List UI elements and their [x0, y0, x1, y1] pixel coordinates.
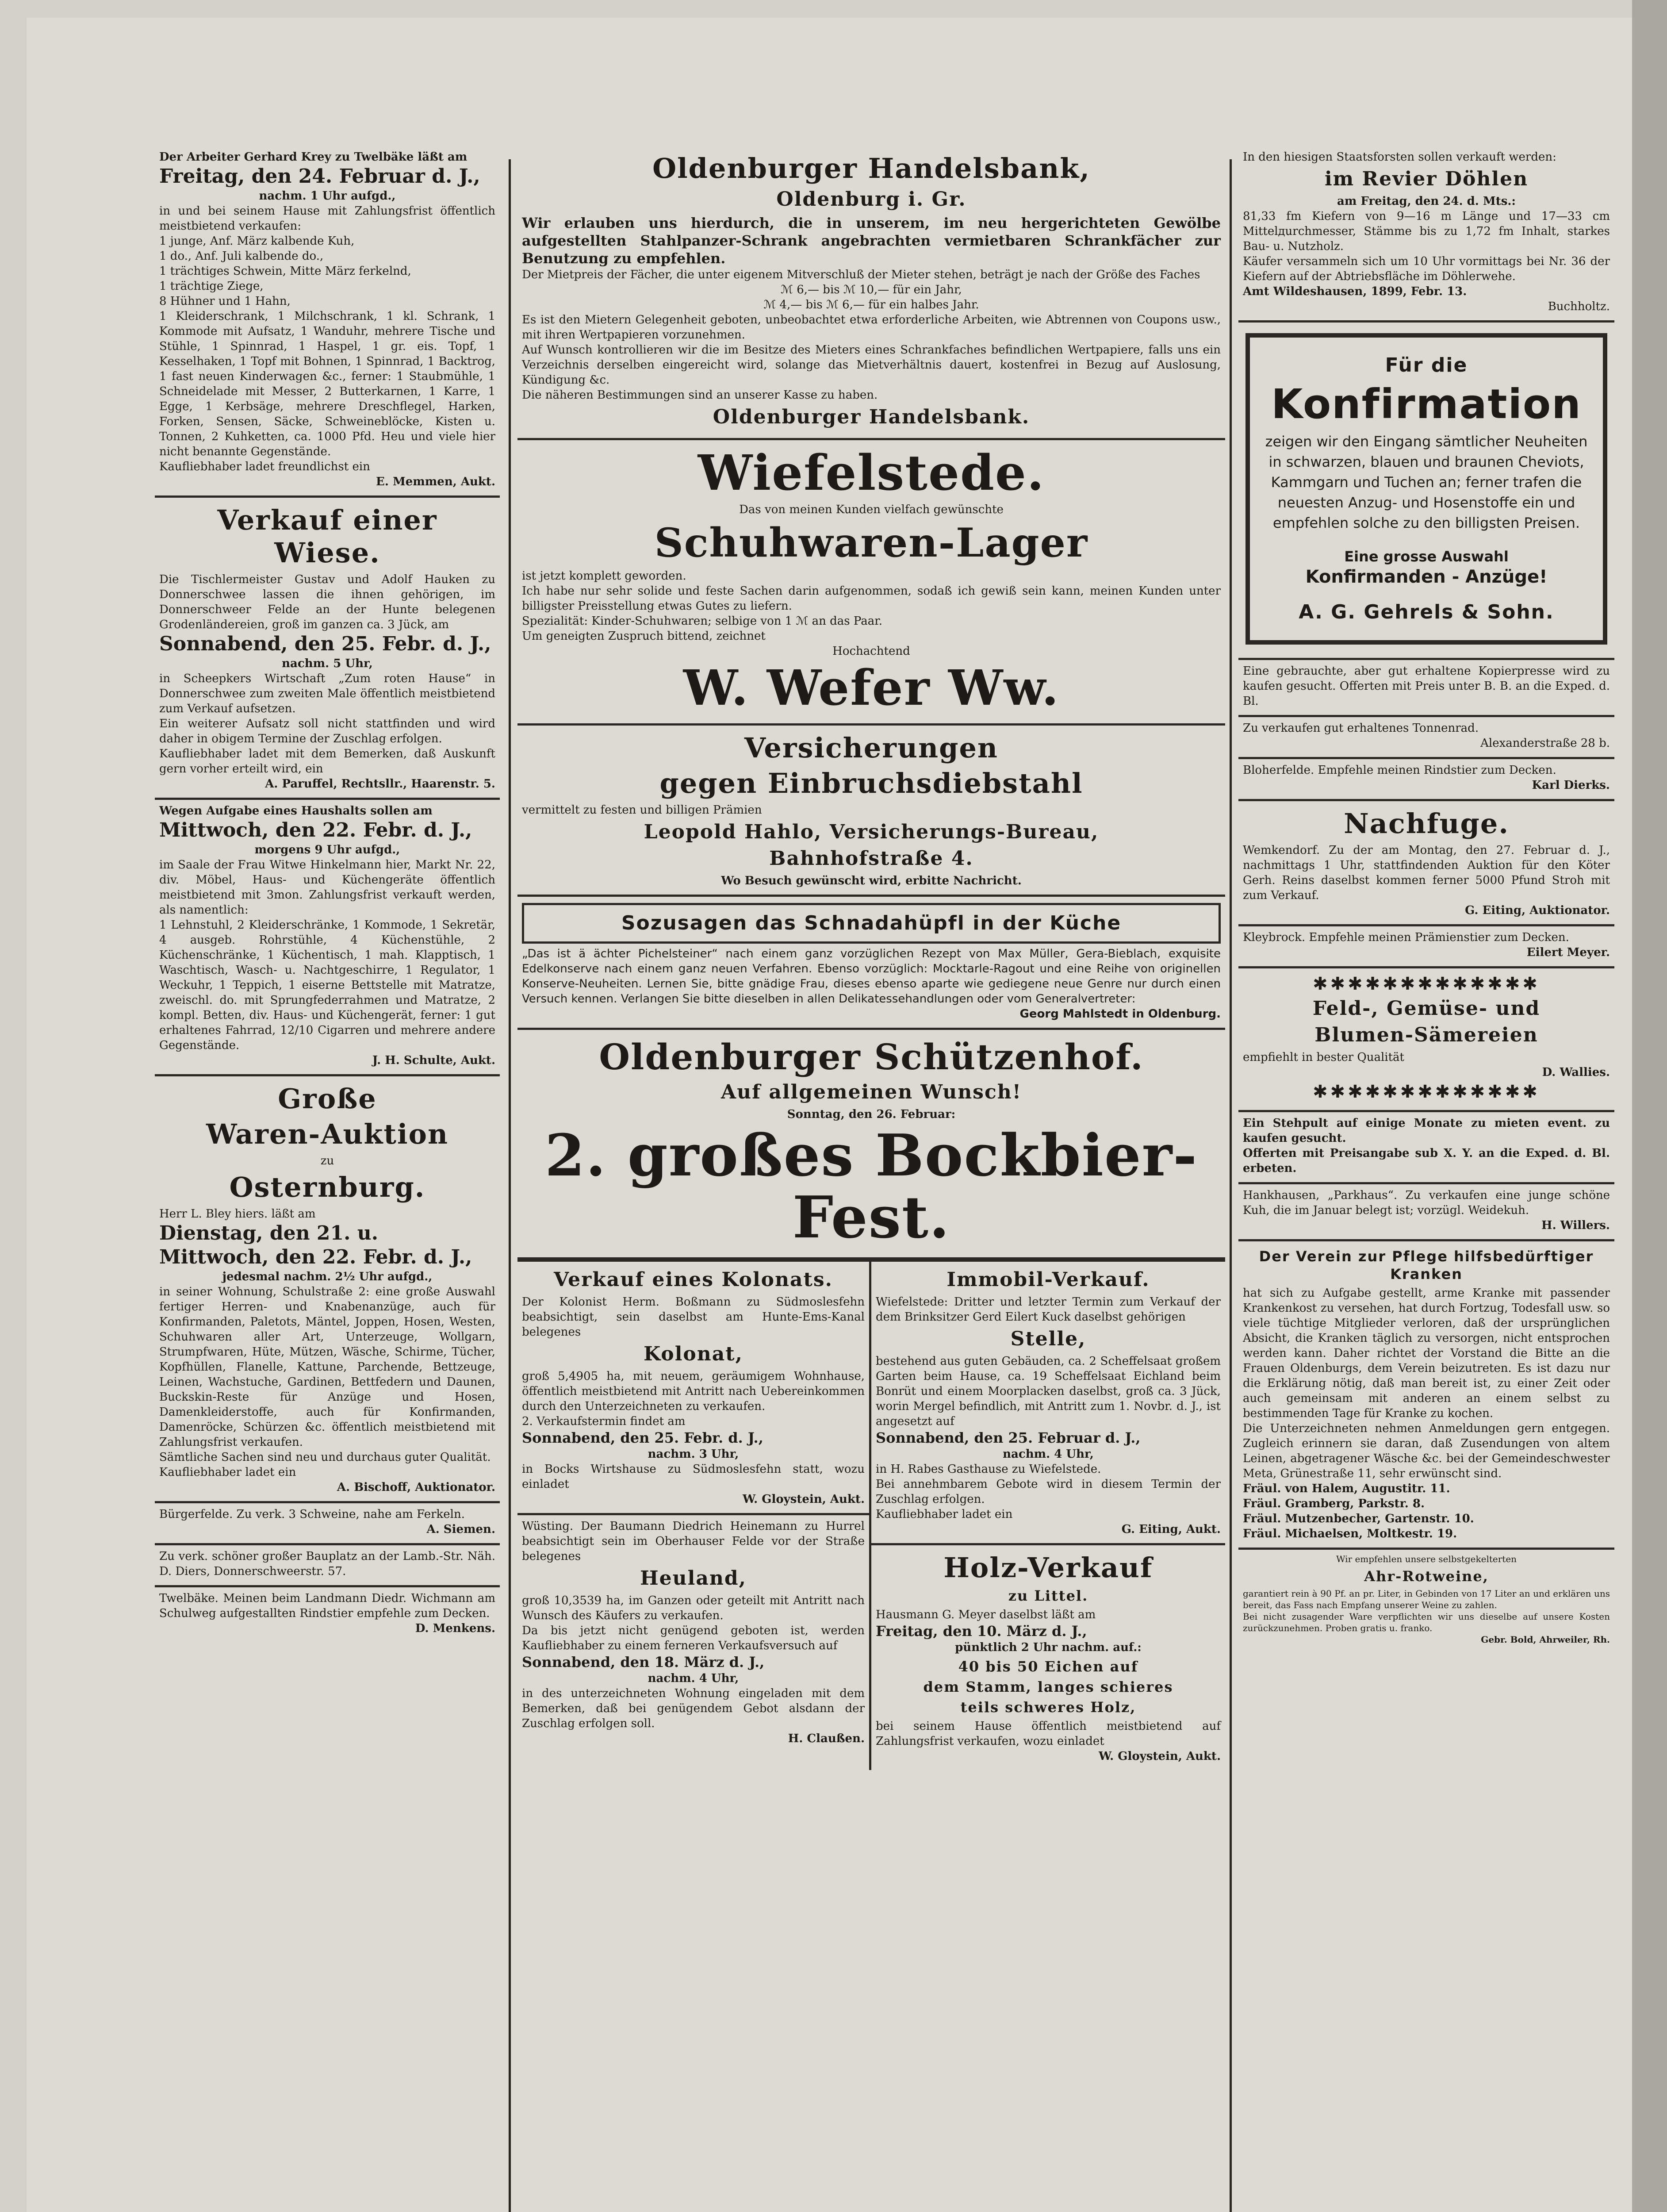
ad-text: Wir erlauben uns hierdurch, die in unserem, im neu hergerichteten Gewölbe aufgestellten Stahlpanzer-Schrank angebrachten vermietbaren Schrankfächer zur Benutzung zu empfehlen. — [522, 215, 1221, 267]
list-item: Fräul. Mutzenbecher, Gartenstr. 10. — [1243, 1512, 1474, 1525]
ad-text: bestehend aus guten Gebäuden, ca. 2 Scheffelsaat großem Garten beim Hause, ca. 19 Scheffelsaat Eichland beim Bonrüt und einem Moorplacken daselbst, groß ca. 3 Jück, worin Mergel befindlich, mit Antritt zum 1. Novbr. d. J., ist angesetzt auf — [876, 1355, 1221, 1428]
ad-signature: Karl Dierks. — [1532, 779, 1610, 792]
ad-text: in H. Rabes Gasthause zu Wiefelstede. Bei annehmbarem Gebote wird in diesem Termin der Zuschlag erfolgen. Kaufliebhaber ladet ein — [876, 1463, 1221, 1521]
ad-text: Zu verkaufen gut erhaltenes Tonnenrad. — [1243, 722, 1479, 735]
ad-signature: E. Memmen, Aukt. — [376, 475, 495, 488]
ad-pretitle: Für die — [1385, 354, 1468, 376]
ad-signature: G. Eiting, Aukt. — [1121, 1523, 1221, 1536]
ad-text: Wir empfehlen unsere selbstgekelterten — [1336, 1554, 1517, 1564]
ad-signature: Oldenburger Handelsbank. — [713, 406, 1030, 428]
ad-text: 81,33 fm Kiefern von 9—16 m Länge und 17—33 cm Mittelдurchmesser, Stämme bis zu 1,72 fm Inhalt, starkes Bau- u. Nutzholz. Käufer versammeln sich um 10 Uhr vormittags bei Nr. 36 der Kiefern auf der Abtriebsfläche im Döhlerwehe. — [1243, 210, 1610, 283]
ad-title: Immobil-Verkauf. — [947, 1268, 1150, 1291]
ad-text: Wiefelstede: Dritter und letzter Termin zum Verkauf der dem Brinksitzer Gerd Eilert Kuck daselbst gehörigen — [876, 1295, 1221, 1324]
ad-kleybrock — [1238, 926, 1614, 968]
ad-title: Konfirmation — [1271, 380, 1582, 428]
ad-signature: D. Menkens. — [415, 1622, 495, 1635]
ad-text: groß 10,3539 ha, im Ganzen oder geteilt mit Antritt nach Wunsch des Käufers zu verkaufen. Da bis jetzt nicht genügend geboten ist, werden Kaufliebhaber zu einem ferneren Verkaufsversuch auf — [522, 1594, 865, 1652]
ad-text: Hochachtend — [832, 645, 910, 658]
ad-title: gegen Einbruchsdiebstahl — [659, 767, 1083, 799]
column-right — [1238, 146, 1614, 2212]
ad-subtitle: Auf allgemeinen Wunsch! — [720, 1081, 1022, 1103]
ad-date: Dienstag, den 21. u. — [159, 1222, 379, 1244]
ad-heuland — [517, 1515, 869, 1752]
ad-place: Wiefelstede. — [697, 444, 1045, 501]
ad-date: Mittwoch, den 22. Febr. d. J., — [159, 819, 472, 841]
star-border: ✱✱✱✱✱✱✱✱✱✱✱✱✱ — [1313, 974, 1540, 994]
ad-time: nachm. 4 Uhr, — [648, 1672, 739, 1685]
ad-text: Die Tischlermeister Gustav und Adolf Hauken zu Donnerschwee lassen die ihnen gehörigen, im Donnerschweer Felde an der Hunte belegenen Grodenländereien, groß im ganzen ca. 3 Jück, am — [159, 573, 495, 631]
ad-price: ℳ 6,— bis ℳ 10,— für ein Jahr, — [781, 283, 962, 296]
block-left — [517, 1262, 871, 1770]
ad-konfirmation — [1238, 323, 1614, 660]
ad-signature: Buchholtz. — [1548, 300, 1610, 313]
ad-text: zeigen wir den Eingang sämtlicher Neuheiten in schwarzen, blauen und braunen Cheviots, Kammgarn und Tuchen an; ferner trafen die neuesten Anzug- und Hosenstoffe ein und empfehlen solche zu den billigsten Preisen. — [1265, 433, 1588, 531]
ad-signature: W. Gloystein, Aukt. — [1098, 1750, 1221, 1763]
ad-immobil — [871, 1262, 1225, 1545]
ad-offer: Konfirmanden - Anzüge! — [1305, 567, 1548, 587]
ad-name: Leopold Hahlo, Versicherungs-Bureau, — [644, 821, 1099, 843]
ad-event: 2. großes Bockbier-Fest. — [544, 1121, 1198, 1251]
list-item: Fräul. Gramberg, Parkstr. 8. — [1243, 1497, 1425, 1510]
ad-hankhausen — [1238, 1184, 1614, 1241]
ad-item: Heuland, — [640, 1567, 747, 1590]
ad-signature: H. Willers. — [1541, 1219, 1610, 1232]
ad-saemereien — [1238, 968, 1614, 1112]
ad-signature: A. G. Gehrels & Sohn. — [1299, 601, 1554, 623]
ad-text: Wüsting. Der Baumann Diedrich Heinemann zu Hurrel beabsichtigt sein im Oberhauser Felde vor der Straße belegenes — [522, 1520, 865, 1563]
ad-subtitle: Oldenburg i. Gr. — [776, 188, 966, 211]
ad-signature: G. Eiting, Auktionator. — [1465, 904, 1610, 917]
ad-text: Der Mietpreis der Fächer, die unter eigenem Mitverschluß der Mieter stehen, beträgt je nach der Größe des Faches — [522, 268, 1200, 281]
ad-date: Freitag, den 24. Februar d. J., — [159, 165, 480, 188]
ad-text: in Scheepkers Wirtschaft „Zum roten Hause“ in Donnerschwee zum zweiten Male öffentlich meistbietend zum Verkauf aufsetzen. Ein weiterer Aufsatz soll nicht stattfinden und wird daher in obigem Termine der Zuschlag erfolgen. Kaufliebhaber ladet mit dem Bemerken, daß Auskunft gern vorher erteilt wird, ein — [159, 672, 495, 776]
ad-date: Sonnabend, den 25. Febr. d. J., — [159, 633, 491, 655]
ad-time: nachm. 5 Uhr, — [282, 657, 373, 670]
ad-text: Der Kolonist Herm. Boßmann zu Südmoslesfehn beabsichtigt, sein daselbst am Hunte-Ems-Kanal belegenes — [522, 1295, 865, 1339]
ad-item: Kolonat, — [644, 1343, 743, 1365]
ad-text: zu — [320, 1154, 334, 1167]
ad-title: Oldenburger Schützenhof. — [599, 1036, 1144, 1078]
ad-title: Nachfuge. — [1344, 807, 1509, 840]
ad-title: Der Verein zur Pflege hilfsbedürftiger Kranken — [1259, 1248, 1594, 1283]
ad-title: Blumen-Sämereien — [1314, 1024, 1538, 1046]
ad-signature: Alexanderstraße 28 b. — [1480, 737, 1610, 750]
ad-title: im Revier Döhlen — [1324, 168, 1529, 190]
ad-text: groß 5,4905 ha, mit neuem, geräumigem Wohnhause, öffentlich meistbietend mit Antritt nach Uebereinkommen durch den Unterzeichneten zu verkaufen. 2. Verkaufstermin findet am — [522, 1370, 865, 1428]
ad-signature: A. Bischoff, Auktionator. — [337, 1481, 495, 1494]
ad-place: Osternburg. — [229, 1171, 425, 1203]
ad-text: in und bei seinem Hause mit Zahlungsfrist öffentlich meistbietend verkaufen: 1 junge, Anf. März kalbende Kuh, 1 do., Anf. Juli kalbende do., 1 trächtiges Schwein, Mitte März ferkelnd, 1 trächtige Ziege, 8 Hühner und 1 Hahn, 1 Kleiderschrank, 1 Milchschrank, 1 kl. Schrank, 1 Kommode mit Aufsatz, 1 Wanduhr, mehrere Tische und Stühle, 1 Spinnrad, 1 Haspel, 1 gr. eis. Topf, 1 Kesselhaken, 1 Topf mit Bohnen, 1 Spinnrad, 1 Backtrog, 1 fast neuen Kinderwagen &c., ferner: 1 Staubmühle, 1 Schneidelade mit Messer, 2 Butterkarnen, 1 Karre, 1 Egge, 1 Kerbsäge, mehrere Dreschflegel, Harken, Forken, Sensen, Säcke, Schweineblöcke, Kisten u. Tonnen, 2 Kuhketten, ca. 1000 Pfd. Heu und viele hier nicht benannte Gegenstände. Kaufliebhaber ladet freundlichst ein — [159, 204, 495, 473]
ad-highlight: dem Stamm, langes schieres — [923, 1678, 1173, 1695]
ad-text: Der Arbeiter Gerhard Krey zu Twelbäke läßt am — [159, 150, 468, 164]
ad-schweine — [155, 1503, 500, 1545]
ad-text: Hankhausen, „Parkhaus“. Zu verkaufen eine junge schöne Kuh, die im Januar belegt ist; vorzügl. Weidekuh. — [1243, 1189, 1610, 1217]
ad-address: Bahnhofstraße 4. — [769, 847, 973, 870]
ad-title: Verkauf einer Wiese. — [217, 504, 437, 569]
konfirmation-box — [1245, 333, 1607, 645]
ad-text: Herr L. Bley hiers. läßt am — [159, 1207, 316, 1221]
ad-text: ist jetzt komplett geworden. Ich habe nur sehr solide und feste Sachen darin aufgenommen, sodaß ich gewiß sein kann, meinen Kunden unter billigster Preisstellung etwas Gutes zu liefern. Spezialität: Kinder-Schuhwaren; selbige von 1 ℳ an das Paar. Um geneigten Zuspruch bittend, zeichnet — [522, 569, 1221, 643]
ad-bauplatz — [155, 1545, 500, 1587]
ad-text: Ein Stehpult auf einige Monate zu mieten event. zu kaufen gesucht. Offerten mit Preisangabe sub X. Y. an die Exped. d. Bl. erbeten. — [1243, 1117, 1610, 1175]
star-border: ✱✱✱✱✱✱✱✱✱✱✱✱✱ — [1313, 1082, 1540, 1102]
ad-signature: W. Gloystein, Aukt. — [742, 1493, 865, 1506]
ad-text: Wemkendorf. Zu der am Montag, den 27. Februar d. J., nachmittags 1 Uhr, stattfindenden Auktion für den Köter Gerh. Reins daselbst kommen ferner 5000 Pfund Stroh mit zum Verkauf. — [1243, 844, 1610, 902]
ad-text: Eine gebrauchte, aber gut erhaltene Kopierpresse wird zu kaufen gesucht. Offerten mit Preis unter B. B. an die Exped. d. Bl. — [1243, 664, 1610, 708]
ad-kolonat — [517, 1262, 869, 1515]
ad-time: nachm. 1 Uhr aufgd., — [259, 189, 396, 203]
ad-date: am Freitag, den 24. d. Mts.: — [1337, 195, 1516, 208]
ad-schnadahuepfl — [517, 897, 1225, 1030]
ad-item: Stelle, — [1010, 1328, 1086, 1350]
ad-kopierpresse — [1238, 660, 1614, 717]
ad-text: vermittelt zu festen und billigen Prämien — [522, 803, 762, 817]
ad-title: Feld-, Gemüse- und — [1312, 997, 1541, 1020]
ad-text: Zu verk. schöner großer Bauplatz an der Lamb.-Str. Näh. D. Diers, Donnerschweerstr. 57. — [159, 1550, 495, 1578]
block-right — [871, 1262, 1225, 1770]
ad-text: hat sich zu Aufgabe gestellt, arme Kranke mit passender Krankenkost zu versehen, hat durch Fortzug, Todesfall usw. so viele tüchtige Mitglieder verloren, daß der ursprünglichen Absicht, die Kranken täglich zu versorgen, nicht entsprochen werden kann. Daher richtet der Vorstand die Bitte an die Frauen Oldenburgs, dem Verein beizutreten. Es ist dazu nur die Erklärung nötig, daß man bereit ist, zu einer Zeit oder auch gemeinsam mit anderen an einem selbst zu bestimmenden Tage für Kranke zu kochen. Die Unterzeichneten nehmen Anmeldungen gern entgegen. Zugleich erinnern sie daran, daß Zusendungen von altem Leinen, abgetragener Wäsche &c. bei der Gemeindeschwester Meta, Grünestraße 11, sehr erwünscht sind. — [1243, 1286, 1610, 1480]
ad-signature: A. Siemen. — [426, 1523, 495, 1536]
ad-date: Freitag, den 10. März d. J., — [876, 1623, 1087, 1640]
ad-offer: Eine grosse Auswahl — [1344, 548, 1509, 565]
ad-haushalt — [155, 800, 500, 1076]
column-rule-1 — [509, 159, 511, 2212]
ad-text: Kleybrock. Empfehle meinen Prämienstier zum Decken. — [1243, 931, 1569, 944]
ad-time: nachm. 4 Uhr, — [1003, 1448, 1094, 1461]
ad-twelbaeke — [155, 1587, 500, 1642]
ad-text: im Saale der Frau Witwe Hinkelmann hier, Markt Nr. 22, div. Möbel, Haus- und Küchengeräte öffentlich meistbietend mit 3mon. Zahlungsfrist verkauft werden, als namentlich: 1 Lehnstuhl, 2 Kleiderschränke, 1 Kommode, 1 Sekretär, 4 ausgeb. Rohrstühle, 4 Küchenstühle, 2 Küchenschränke, 1 Küchentisch, 1 mah. Klapptisch, 1 Waschtisch, Wasch- u. Nachtgeschirre, 1 Regulator, 1 Weckuhr, 1 Teppich, 1 eiserne Bettstelle mit Matratze, zweischl. do. mit Sprungfederrahmen und Matratze, 2 kompl. Betten, div. Haus- und Küchengerät, ferner: 1 gut erhaltenes Fahrrad, 12/10 Cigarren und mehrere andere Gegenstände. — [159, 858, 495, 1052]
ad-signature: W. Wefer Ww. — [683, 659, 1060, 716]
ad-text: Das von meinen Kunden vielfach gewünschte — [739, 503, 1004, 516]
ad-title: Holz-Verkauf — [943, 1551, 1153, 1584]
ad-text: in seiner Wohnung, Schulstraße 2: eine große Auswahl fertiger Herren- und Knabenanzüge, auch für Konfirmanden, Paletots, Mäntel, Joppen, Hosen, Westen, Schuhwaren aller Art, Unterzeuge, Wollgarn, Strumpfwaren, Hüte, Mützen, Wäsche, Schirme, Tücher, Kopfhüllen, Flanelle, Kattune, Parchende, Bettzeuge, Leinen, Wachstuche, Gardinen, Bettfedern und Daunen, Buckskin-Reste für Anzüge und Hosen, Damenkleiderstoffe, auch für Konfirmanden, Damenröcke, Schürzen &c. öffentlich meistbietend mit Zahlungsfrist verkaufen. Sämtliche Sachen sind neu und durchaus guter Qualität. Kaufliebhaber ladet ein — [159, 1285, 495, 1479]
ad-stehpult — [1238, 1112, 1614, 1184]
ad-ahr-rotweine — [1238, 1550, 1614, 1651]
column-left — [155, 146, 500, 2212]
ad-title: Oldenburger Handelsbank, — [652, 152, 1090, 184]
ad-holz — [871, 1545, 1225, 1770]
ad-text: Twelbäke. Meinen beim Landmann Diedr. Wichmann am Schulweg aufgestallten Rindstier empfehle zum Decken. — [159, 1592, 495, 1620]
ad-time: nachm. 3 Uhr, — [648, 1448, 739, 1461]
ad-title: Schuhwaren-Lager — [654, 519, 1088, 566]
ad-text: in Bocks Wirtshause zu Südmoslesfehn statt, wozu einladet — [522, 1463, 865, 1491]
list-item: Fräul. von Halem, Augustitr. 11. — [1243, 1482, 1450, 1495]
ad-time: jedesmal nachm. 2½ Uhr aufgd., — [222, 1270, 433, 1283]
ad-date: Sonnabend, den 25. Februar d. J., — [876, 1429, 1141, 1446]
ad-schuhwaren — [517, 440, 1225, 726]
ad-text: In den hiesigen Staatsforsten sollen verkauft werden: — [1243, 150, 1556, 164]
ad-text: Bürgerfelde. Zu verk. 3 Schweine, nahe am Ferkeln. — [159, 1508, 465, 1521]
column-middle — [517, 146, 1225, 2212]
ad-signature: Gebr. Bold, Ahrweiler, Rh. — [1481, 1634, 1610, 1645]
ad-highlight: teils schweres Holz, — [960, 1699, 1136, 1716]
ad-versicherungen — [517, 726, 1225, 897]
ad-staatsforst — [1238, 146, 1614, 323]
ad-nachfuge — [1238, 801, 1614, 926]
ad-verein — [1238, 1241, 1614, 1550]
ad-tonnenrad — [1238, 717, 1614, 759]
ad-bloherfelde — [1238, 759, 1614, 801]
ad-signature: Georg Mahlstedt in Oldenburg. — [1019, 1007, 1221, 1021]
ad-signature: Amt Wildeshausen, 1899, Febr. 13. — [1243, 285, 1467, 298]
list-item: Fräul. Michaelsen, Moltkestr. 19. — [1243, 1527, 1457, 1540]
column-rule-2 — [1230, 159, 1232, 2212]
ad-handelsbank — [517, 146, 1225, 440]
ad-signature: Eilert Meyer. — [1526, 946, 1610, 959]
ad-title: Sozusagen das Schnadahüpfl in der Küche — [522, 903, 1221, 944]
ad-place: zu Littel. — [1008, 1587, 1088, 1604]
ad-text: Wo Besuch gewünscht wird, erbitte Nachricht. — [721, 874, 1022, 887]
page-edge — [1632, 0, 1667, 2212]
ad-title: Verkauf eines Kolonats. — [554, 1268, 833, 1291]
ad-text: garantiert rein à 90 Pf. an pr. Liter, in Gebinden von 17 Liter an und erklären uns bereit, das Fass nach Empfang unserer Weine zu zahlen. Bei nicht zusagender Ware verpflichten wir uns dieselbe auf unsere Kosten zurückzunehmen. Proben gratis u. franko. — [1243, 1588, 1610, 1633]
ad-date: Sonnabend, den 25. Febr. d. J., — [522, 1429, 763, 1446]
ad-text: Wegen Aufgabe eines Haushalts sollen am — [159, 804, 433, 818]
ad-signature: H. Claußen. — [788, 1732, 865, 1745]
ad-signature: A. Paruffel, Rechtsllr., Haarenstr. 5. — [265, 777, 495, 791]
ad-time: morgens 9 Uhr aufgd., — [254, 843, 400, 856]
ad-waren-auktion — [155, 1076, 500, 1503]
ad-text: „Das ist ä ächter Pichelsteiner“ nach einem ganz vorzüglichen Rezept von Max Müller, Gera-Bieblach, exquisite Edelkonserve nach einem ganz neuen Verfahren. Ebenso vorzüglich: Mocktarle-Ragout und eine Reihe von originellen Konserve-Neuheiten. Lernen Sie, bitte gnädige Frau, dieses ebenso aparte wie gediegene neue Genre nur durch einen Versuch kennen. Verlangen Sie bitte dieselben in allen Delikatessehandlungen oder vom Generalvertreter: — [522, 947, 1221, 1006]
ad-text: bei seinem Hause öffentlich meistbietend auf Zahlungsfrist verkaufen, wozu einladet — [876, 1720, 1221, 1748]
ad-highlight: 40 bis 50 Eichen auf — [958, 1658, 1138, 1675]
ad-title: Waren-Auktion — [206, 1118, 449, 1150]
ad-price: ℳ 4,— bis ℳ 6,— für ein halbes Jahr. — [763, 298, 979, 311]
ad-title: Versicherungen — [744, 732, 998, 764]
ad-title: Ahr-Rotweine, — [1364, 1568, 1489, 1585]
ad-text: empfiehlt in bester Qualität — [1243, 1051, 1405, 1064]
ad-signature: J. H. Schulte, Aukt. — [372, 1054, 495, 1067]
ad-text: in des unterzeichneten Wohnung eingeladen mit dem Bemerken, daß bei genügendem Gebot alsdann der Zuschlag erfolgen soll. — [522, 1687, 865, 1730]
ad-date: Sonnabend, den 18. März d. J., — [522, 1654, 765, 1671]
ad-krey-auction — [155, 146, 500, 498]
ad-wiese — [155, 498, 500, 800]
ad-signature: D. Wallies. — [1542, 1066, 1610, 1079]
ad-text: Es ist den Mietern Gelegenheit geboten, unbeobachtet etwa erforderliche Arbeiten, wie Abtrennen von Coupons usw., mit ihren Wertpapieren vorzunehmen. Auf Wunsch kontrollieren wir die im Besitze des Mieters eines Schrankfaches befindlichen Wertpapiere, falls uns ein Verzeichnis derselben eingereicht wird, solange das Mietverhältnis dauert, kostenfrei in Bezug auf Auslosung, Kündigung &c. Die näheren Bestimmungen sind an unserer Kasse zu haben. — [522, 313, 1221, 402]
ad-title: Große — [278, 1083, 377, 1115]
two-column-block — [517, 1260, 1225, 1770]
ad-text: Hausmann G. Meyer daselbst läßt am — [876, 1608, 1096, 1621]
ad-date: Sonntag, den 26. Februar: — [787, 1108, 956, 1121]
ad-date: Mittwoch, den 22. Febr. d. J., — [159, 1246, 472, 1268]
ad-schuetzenhof — [517, 1030, 1225, 1260]
ad-text: Bloherfelde. Empfehle meinen Rindstier zum Decken. — [1243, 764, 1556, 777]
ad-time: pünktlich 2 Uhr nachm. auf.: — [955, 1641, 1142, 1654]
